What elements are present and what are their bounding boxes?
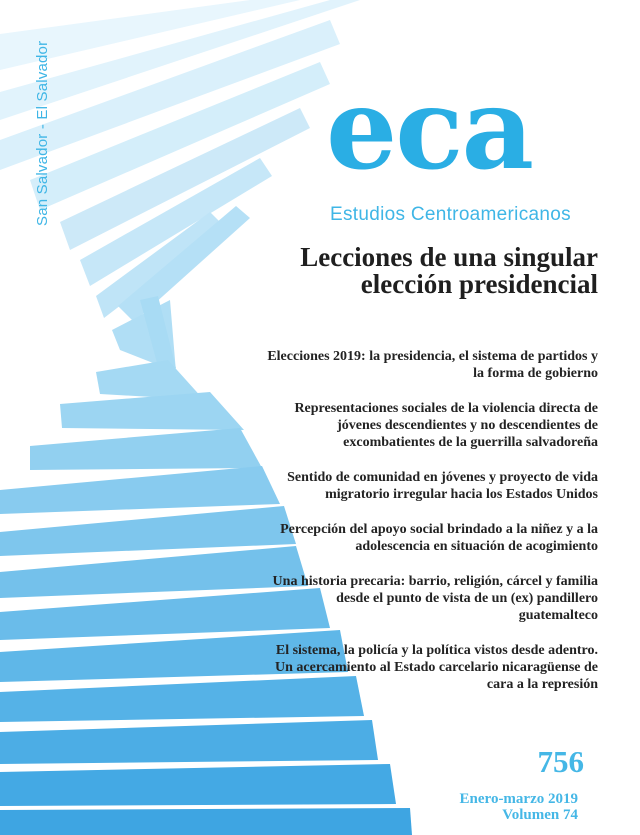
issue-volume: Volumen 74 <box>502 807 578 823</box>
issue-date: Enero-marzo 2019 <box>459 791 578 807</box>
issue-date-block <box>460 791 578 823</box>
article-title: Elecciones 2019: la presidencia, el sistema de partidos y la forma de gobierno <box>267 349 598 381</box>
article-list <box>258 348 598 711</box>
article-title: Sentido de comunidad en jóvenes y proyecto de vida migratorio irregular hacia los Estados Unidos <box>287 470 598 502</box>
article-title: Una historia precaria: barrio, religión, cárcel y familia desde el punto de vista de un (ex) pandillero guatemalteco <box>272 574 598 623</box>
article-title: El sistema, la policía y la política vistos desde adentro. Un acercamiento al Estado carcelario nicaragüense de cara a la represión <box>275 643 598 692</box>
stair-tread <box>0 764 396 806</box>
stair-tread <box>0 466 280 514</box>
stair-tread <box>60 392 244 430</box>
journal-logo: eca <box>326 64 533 195</box>
issue-number: 756 <box>537 744 584 779</box>
journal-subtitle: Estudios Centroamericanos <box>330 204 571 225</box>
stair-tread <box>0 506 296 556</box>
location-vertical-text: San Salvador - El Salvador <box>34 40 51 226</box>
stair-tread <box>0 720 378 764</box>
stair-tread <box>30 428 262 470</box>
article-title: Percepción del apoyo social brindado a la niñez y a la adolescencia en situación de acogimiento <box>280 522 598 554</box>
stair-tread <box>0 808 412 835</box>
article-title: Representaciones sociales de la violencia directa de jóvenes descendientes y no descendientes de excombatientes de la guerrilla salvadoreña <box>294 401 598 450</box>
issue-title: Lecciones de una singular elección presidencial <box>300 242 598 299</box>
